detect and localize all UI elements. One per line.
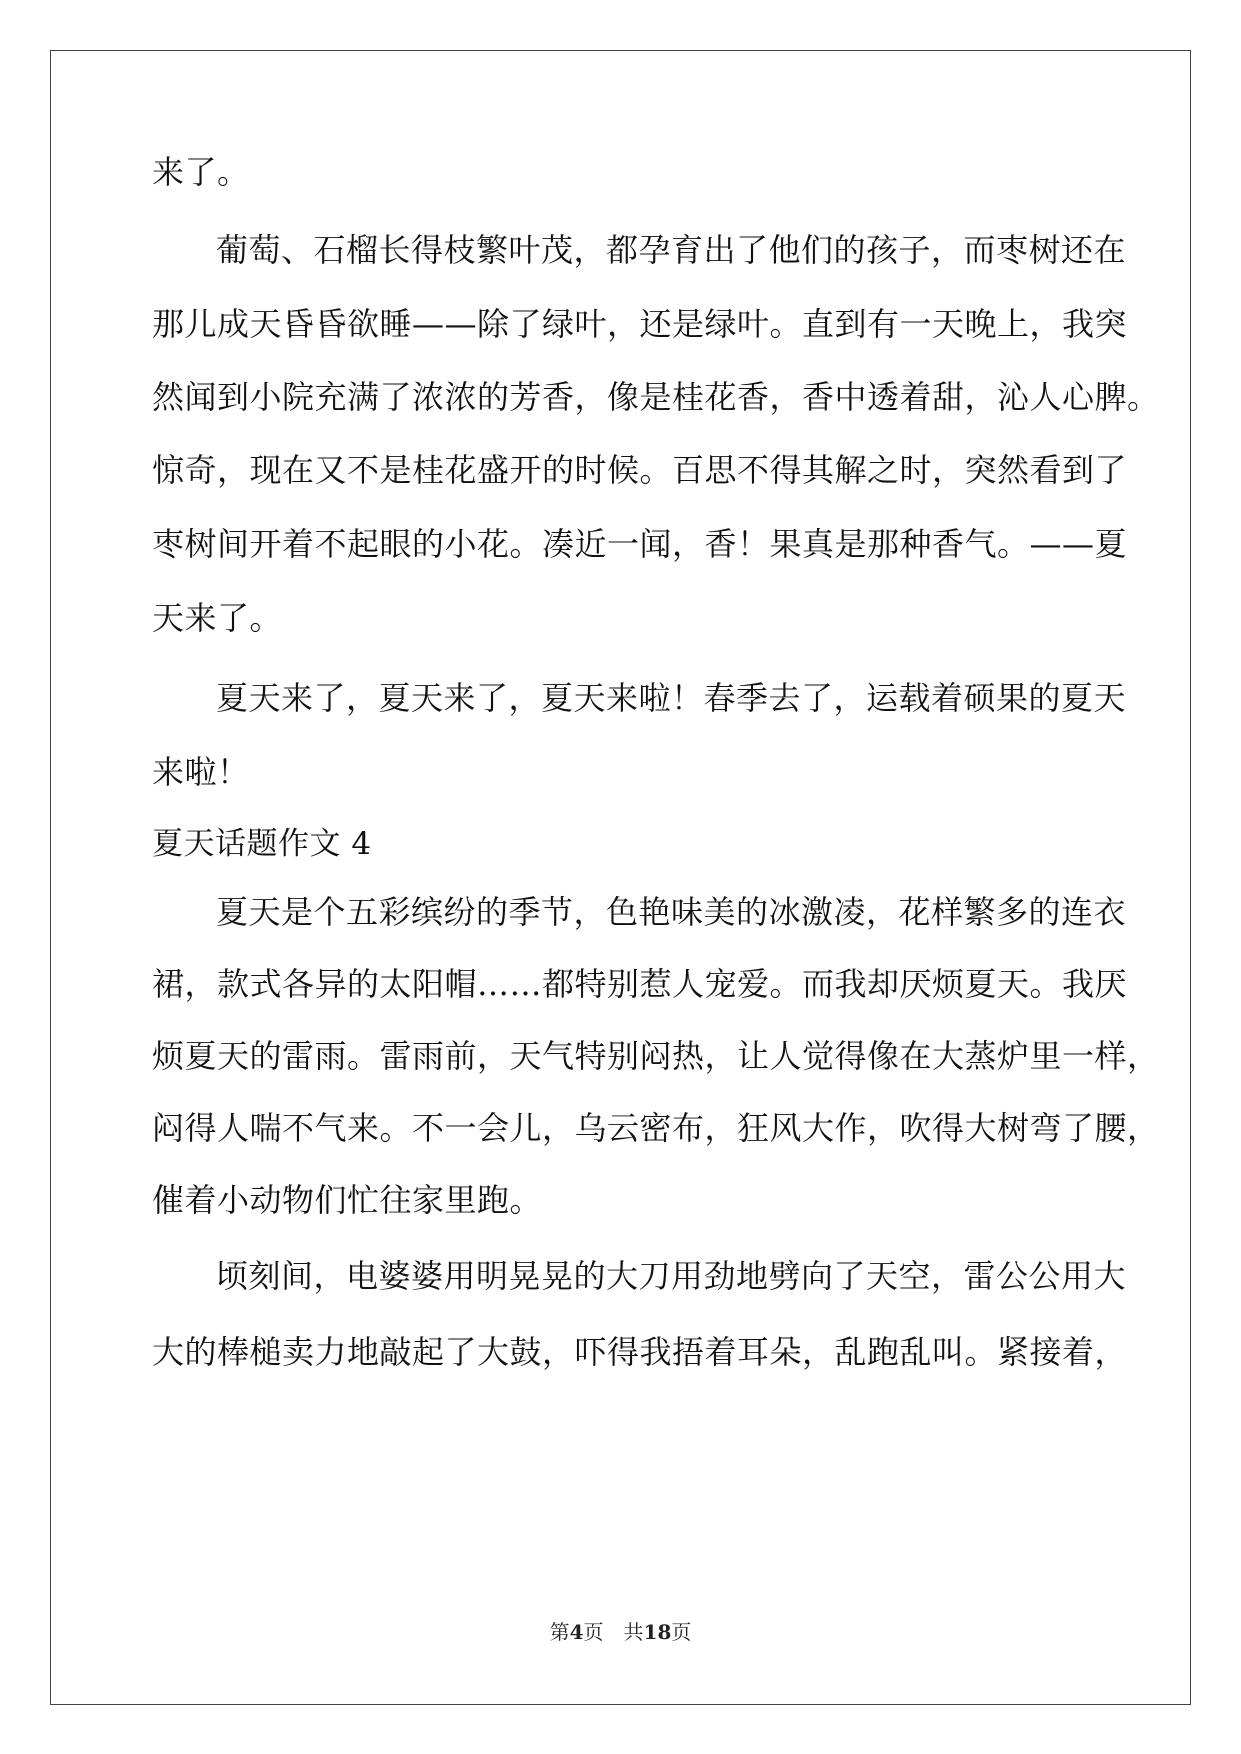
text-line: 惊奇，现在又不是桂花盛开的时候。百思不得其解之时，突然看到了: [152, 451, 1128, 489]
text-line: 烦夏天的雷雨。雷雨前，天气特别闷热，让人觉得像在大蒸炉里一样，: [152, 1037, 1160, 1075]
text-line: 天来了。: [152, 599, 283, 637]
page-border: [50, 50, 1191, 1705]
text-line: 枣树间开着不起眼的小花。凑近一闻，香！果真是那种香气。——夏: [152, 525, 1128, 563]
page-total: 共18页: [623, 1620, 692, 1644]
paragraph-first-line: 夏天来了，夏天来了，夏天来啦！春季去了，运载着硕果的夏天: [216, 679, 1127, 717]
section-heading: 夏天话题作文 4: [152, 826, 372, 862]
text-line: 来啦！: [152, 753, 250, 791]
text-line: 来了。: [152, 153, 250, 191]
page-footer: [0, 1620, 1241, 1644]
text-line: 然闻到小院充满了浓浓的芳香，像是桂花香，香中透着甜，沁人心脾。: [152, 378, 1160, 416]
text-line: 那儿成天昏昏欲睡——除了绿叶，还是绿叶。直到有一天晚上，我突: [152, 305, 1128, 343]
text-line: 裙，款式各异的太阳帽……都特别惹人宠爱。而我却厌烦夏天。我厌: [152, 965, 1128, 1003]
text-line: 催着小动物们忙往家里跑。: [152, 1181, 543, 1219]
page-number: 第4页: [549, 1620, 604, 1644]
paragraph-first-line: 夏天是个五彩缤纷的季节，色艳味美的冰激凌，花样繁多的连衣: [216, 893, 1127, 931]
text-line: 闷得人喘不气来。不一会儿，乌云密布，狂风大作，吹得大树弯了腰，: [152, 1109, 1160, 1147]
text-line: 大的棒槌卖力地敲起了大鼓，吓得我捂着耳朵，乱跑乱叫。紧接着，: [152, 1333, 1128, 1371]
paragraph-first-line: 顷刻间，电婆婆用明晃晃的大刀用劲地劈向了天空，雷公公用大: [216, 1257, 1127, 1295]
paragraph-first-line: 葡萄、石榴长得枝繁叶茂，都孕育出了他们的孩子，而枣树还在: [216, 231, 1127, 269]
